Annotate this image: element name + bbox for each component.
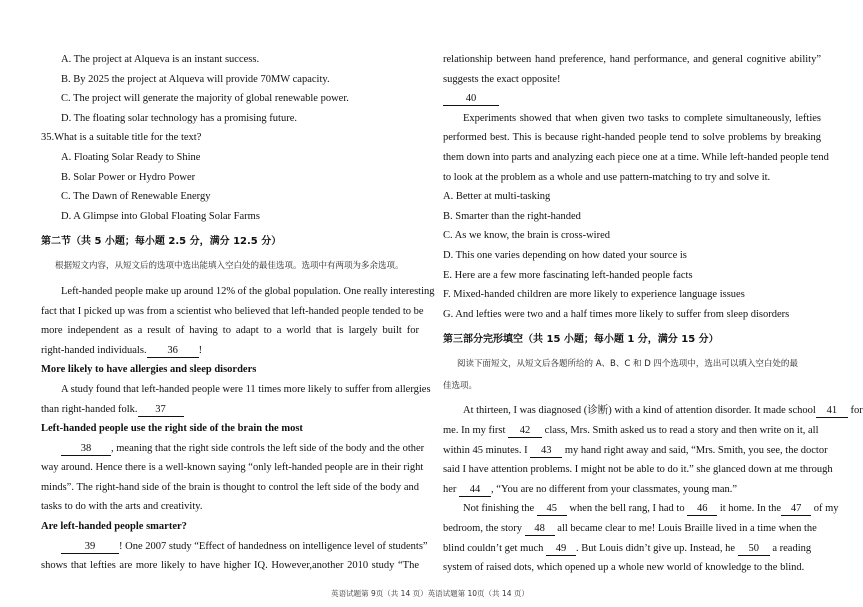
cloze-line <box>443 441 828 461</box>
passage-line <box>41 400 419 420</box>
passage-line: way around. Hence there is a well-known saying “only left-handed people are in their right <box>41 462 424 474</box>
passage-text: ! <box>198 344 203 356</box>
passage-text: right-handed individuals. <box>41 344 147 356</box>
passage-line: Left-handed people make up around 12% of the global population. One really interesting <box>61 285 435 297</box>
cloze-text: Not finishing the <box>463 503 535 515</box>
cloze-text: it home. In the <box>719 503 782 515</box>
cloze-text: At thirteen, I was diagnosed (诊断) with a kind of attention disorder. It made school <box>463 405 816 417</box>
cloze-line <box>443 539 821 559</box>
passage-line <box>443 89 821 109</box>
cloze-text: blind couldn’t get much <box>443 542 544 554</box>
subheading-smarter: Are left-handed people smarter? <box>41 521 187 533</box>
blank-49[interactable]: 49 <box>546 542 576 556</box>
passage-line: relationship between hand preference, hand performance, and general cognitive ability” <box>443 54 821 65</box>
q35-option-c: C. The Dawn of Renewable Energy <box>61 191 211 203</box>
cloze-line <box>443 480 821 500</box>
cloze-text: a reading <box>772 542 812 554</box>
option-f: F. Mixed-handed children are more likely to experience language issues <box>443 289 745 301</box>
blank-42[interactable]: 42 <box>508 424 542 438</box>
blank-46[interactable]: 46 <box>687 502 717 516</box>
option-c: C. As we know, the brain is cross-wired <box>443 230 611 242</box>
passage-line: A study found that left-handed people were 11 times more likely to suffer from allergies <box>61 383 431 395</box>
passage-line: to look at the problem as a whole and use pattern-matching to try and solve it. <box>443 171 771 183</box>
blank-43[interactable]: 43 <box>530 444 562 458</box>
blank-47[interactable]: 47 <box>781 502 811 516</box>
blank-48[interactable]: 48 <box>525 522 555 536</box>
blank-37[interactable]: 37 <box>138 403 184 417</box>
right-column <box>443 50 863 578</box>
q34-option-b: B. By 2025 the project at Alqueva will provide 70MW capacity. <box>61 73 330 85</box>
subheading-allergies: More likely to have allergies and sleep disorders <box>41 364 257 376</box>
cloze-text: . But Louis didn’t give up. Instead, he <box>576 542 736 554</box>
passage-line: shows that lefties are more likely to have higher IQ. However,another 2010 study “The <box>41 560 419 572</box>
cloze-text: class, Mrs. Smith asked us to read a story and then write on it, all <box>544 425 819 436</box>
option-e: E. Here are a few more fascinating left-handed people facts <box>443 269 693 281</box>
blank-40[interactable]: 40 <box>443 92 499 106</box>
cloze-text: me. In my first <box>443 425 506 436</box>
q35-question: 35.What is a suitable title for the text? <box>41 132 202 144</box>
section2-heading: 第二节（共 5 小题；每小题 2.5 分，满分 12.5 分） <box>41 236 282 248</box>
blank-38[interactable]: 38 <box>61 442 111 456</box>
cloze-text: for <box>850 405 863 417</box>
option-b: B. Smarter than the right-handed <box>443 210 581 222</box>
option-g: G. And lefties were two and a half times more likely to suffer from sleep disorders <box>443 308 790 320</box>
cloze-text: , “You are no different from your classmates, young man.” <box>491 483 738 495</box>
page-footer: 英语试题第 9页（共 14 页）英语试题第 10页（共 14 页） <box>331 589 529 598</box>
blank-41[interactable]: 41 <box>816 404 848 418</box>
section3-instruction: 阅读下面短文，从短文后各题所给的 A、B、C 和 D 四个选项中，选出可以填入空白处的最 <box>457 359 798 370</box>
section2-instruction: 根据短文内容，从短文后的选项中选出能填入空白处的最佳选项。选项中有两项为多余选项。 <box>55 261 404 272</box>
cloze-text: my hand right away and said, “Mrs. Smith, you see, the doctor <box>564 444 828 456</box>
q34-option-a: A. The project at Alqueva is an instant success. <box>61 54 260 65</box>
cloze-line <box>443 401 863 421</box>
cloze-line <box>443 499 839 519</box>
cloze-line: said I have attention problems. I might not be able to do it.” she glanced down at me through <box>443 464 833 476</box>
cloze-text: all became clear to me! Louis Braille lived in a time when the <box>557 522 817 534</box>
cloze-text: her <box>443 483 457 495</box>
option-d: D. This one varies depending on how dated your source is <box>443 249 687 261</box>
q34-option-d: D. The floating solar technology has a promising future. <box>61 112 298 124</box>
passage-line: Experiments showed that when given two tasks to complete simultaneously, lefties <box>463 112 821 124</box>
passage-line: fact that I picked up was from a scientist who believed that left-handed people tended to be <box>41 305 424 317</box>
q35-option-b: B. Solar Power or Hydro Power <box>61 171 196 183</box>
q34-option-c: C. The project will generate the majority of global renewable power. <box>61 93 349 105</box>
section3-instruction: 佳选项。 <box>443 380 478 391</box>
passage-line: tasks to do with the arts and creativity. <box>41 501 203 513</box>
passage-line <box>41 439 425 459</box>
blank-50[interactable]: 50 <box>738 542 770 556</box>
passage-line: performed best. This is because right-handed people tend to solve problems by breaking <box>443 132 821 144</box>
passage-line: more independent as a result of having to adapt to a world that is largely built for <box>41 325 419 337</box>
blank-39[interactable]: 39 <box>61 540 119 554</box>
cloze-text: when the bell rang, I had to <box>569 503 685 515</box>
section3-heading: 第三部分完形填空（共 15 小题；每小题 1 分，满分 15 分） <box>443 334 719 346</box>
left-column <box>41 50 435 576</box>
cloze-line <box>443 519 821 539</box>
cloze-text: bedroom, the story <box>443 522 523 534</box>
cloze-text: of my <box>813 503 839 515</box>
passage-text: ! One 2007 study “Effect of handedness on intelligence level of students” <box>119 540 428 552</box>
q35-option-a: A. Floating Solar Ready to Shine <box>61 151 201 163</box>
blank-44[interactable]: 44 <box>459 483 491 497</box>
blank-45[interactable]: 45 <box>537 502 567 516</box>
passage-line: suggests the exact opposite! <box>443 73 561 85</box>
cloze-line: system of raised dots, which opened up a whole new world of knowledge to the blind. <box>443 562 805 574</box>
cloze-line <box>443 421 821 441</box>
passage-text: than right-handed folk. <box>41 403 138 415</box>
passage-line: minds”. The right-hand side of the brain is thought to control the left side of the body and <box>41 481 419 493</box>
cloze-text: within 45 minutes. I <box>443 444 528 456</box>
passage-text: , meaning that the right side controls the left side of the body and the other <box>111 442 425 454</box>
q35-option-d: D. A Glimpse into Global Floating Solar Farms <box>61 210 260 222</box>
passage-line <box>41 537 428 557</box>
subheading-brain: Left-handed people use the right side of the brain the most <box>41 423 303 435</box>
option-a: A. Better at multi-tasking <box>443 191 551 203</box>
passage-line <box>41 341 419 361</box>
blank-36[interactable]: 36 <box>147 344 199 358</box>
passage-line: them down into parts and analyzing each piece one at a time. While left-handed people tend <box>443 151 829 163</box>
